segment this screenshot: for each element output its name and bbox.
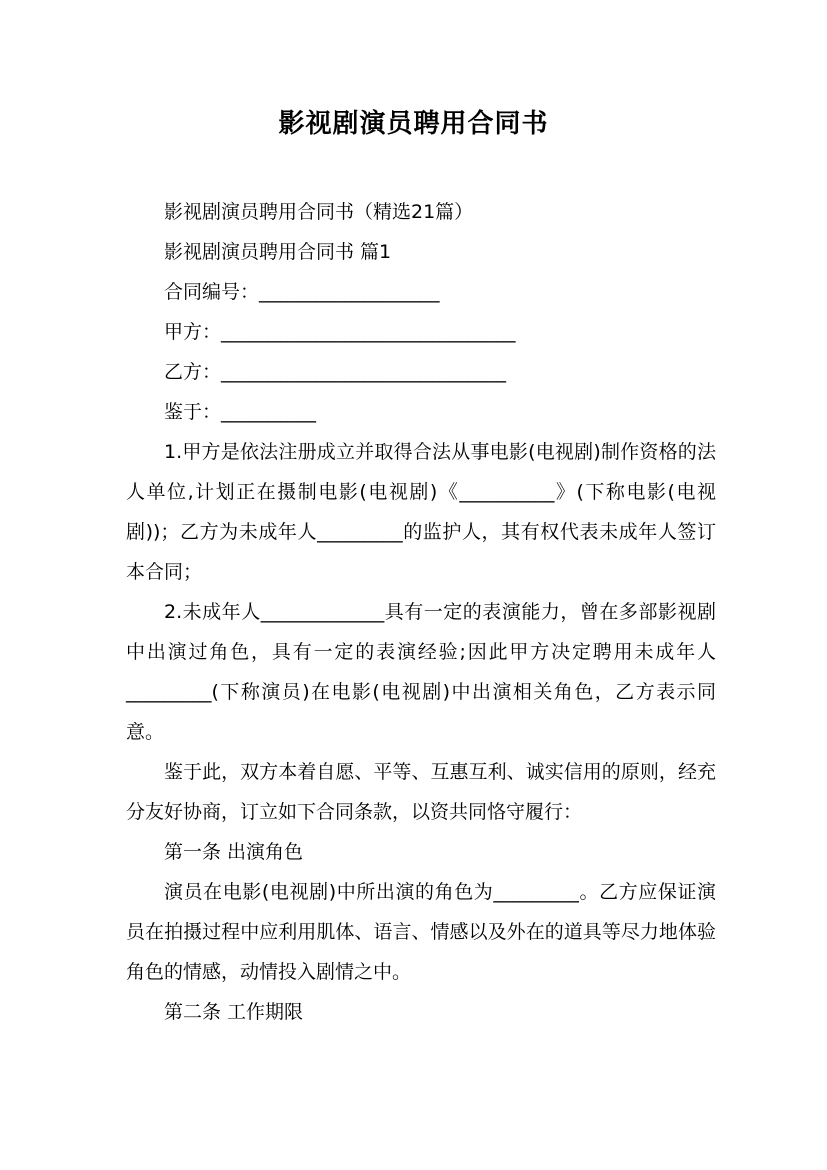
whereas-blank: __________ (221, 401, 317, 423)
party-a-blank: _______________________________ (221, 321, 516, 343)
article-2-heading: 第二条 工作期限 (164, 1001, 304, 1023)
paragraph-3: 鉴于此，双方本着自愿、平等、互惠互利、诚实信用的原则，经充分友好协商，订立如下合同条款，以资共同恪守履行： (126, 761, 716, 823)
party-a-label: 甲方： (164, 321, 222, 343)
party-b-label: 乙方： (164, 361, 222, 383)
whereas-label: 鉴于： (164, 401, 222, 423)
contract-number-label: 合同编号： (164, 281, 260, 303)
paragraph-2: 2.未成年人_____________具有一定的表演能力，曾在多部影视剧中出演过角色，具有一定的表演经验;因此甲方决定聘用未成年人_________(下称演员)在电影(电视剧)中出演相关角色，乙方表示同意。 (126, 601, 716, 743)
contract-number-line (126, 272, 716, 312)
party-b-line (126, 352, 716, 392)
whereas-line (126, 392, 716, 432)
article-1-heading: 第一条 出演角色 (164, 841, 304, 863)
party-a-line (126, 312, 716, 352)
document-body (126, 192, 716, 1032)
document-title: 影视剧演员聘用合同书 (278, 109, 549, 139)
subtitle: 影视剧演员聘用合同书（精选21篇） (164, 201, 474, 223)
contract-number-blank: ___________________ (259, 281, 440, 303)
paragraph-4: 演员在电影(电视剧)中所出演的角色为_________。乙方应保证演员在拍摄过程中应利用肌体、语言、情感以及外在的道具等尽力地体验角色的情感，动情投入剧情之中。 (126, 881, 716, 983)
paragraph-1: 1.甲方是依法注册成立并取得合法从事电影(电视剧)制作资格的法人单位,计划正在摄制电影(电视剧)《__________》(下称电影(电视剧))；乙方为未成年人_________的监护人，其有权代表未成年人签订本合同； (126, 441, 716, 583)
section-heading: 影视剧演员聘用合同书 篇1 (164, 241, 392, 263)
party-b-blank: ______________________________ (221, 361, 507, 383)
